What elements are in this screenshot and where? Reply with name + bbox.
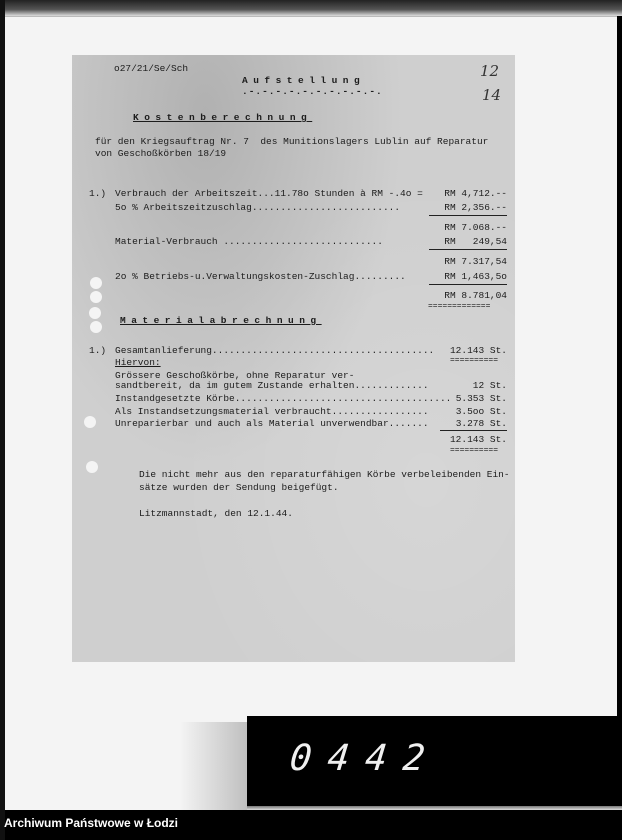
punch-hole: [86, 461, 98, 473]
intro-line-2: von Geschoßkörben 18/19: [95, 148, 227, 159]
material-row-amount: 12 St.: [472, 380, 507, 391]
note-line-1: Die nicht mehr aus den reparaturfähigen Körbe verbeleibenden Ein-: [139, 469, 510, 480]
film-left-edge: [0, 0, 5, 840]
cost-subtotal: RM 7.068.--: [444, 222, 507, 233]
archive-watermark: Archiwum Państwowe w Łodzi: [4, 816, 179, 830]
material-double-rule: ==========: [450, 446, 499, 455]
material-row-amount: 3.5oo St.: [455, 406, 507, 417]
title-underline: .-.-.-.-.-.-.-.-.-.-.: [242, 86, 383, 97]
document-page: [72, 55, 515, 662]
intro-line-1: für den Kriegsauftrag Nr. 7 des Munitionslagers Lublin auf Reparatur: [95, 136, 489, 147]
cost-row-label: Verbrauch der Arbeitszeit...11.78o Stunden à RM -.4o =: [115, 188, 423, 199]
handwritten-page-number: 14: [482, 86, 502, 104]
section-heading-cost: Kostenberechnung: [133, 112, 313, 123]
document-title: Aufstellung: [242, 75, 366, 86]
subtotal-rule: [440, 430, 507, 431]
breakdown-heading: Hiervon:: [115, 357, 161, 368]
punch-hole: [90, 277, 102, 289]
subtotal-rule: [429, 215, 507, 216]
cost-row-amount: RM 2,356.--: [444, 202, 507, 213]
subtotal-rule: [429, 249, 507, 250]
film-edge-top: [0, 0, 622, 16]
cost-row-label: 5o % Arbeitszeitzuschlag..........................: [115, 202, 401, 213]
punch-hole: [90, 291, 102, 303]
cost-row-label: Material-Verbrauch ............................: [115, 236, 383, 247]
subtotal-rule: [429, 284, 507, 285]
cost-row-amount: RM 1,463,5o: [444, 271, 507, 282]
cost-row-amount: RM 4,712.--: [444, 188, 507, 199]
material-total: 12.143 St.: [449, 434, 507, 445]
material-row-label: sandtbereit, da im gutem Zustande erhalten.............: [115, 380, 429, 391]
punch-hole: [90, 321, 102, 333]
material-row-label: Unreparierbar und auch als Material unverwendbar.......: [115, 418, 429, 429]
punch-hole: [89, 307, 101, 319]
punch-hole: [84, 416, 96, 428]
delivery-double-rule: ==========: [450, 356, 499, 365]
film-edge-bottom: [247, 806, 622, 810]
cost-row-label: 2o % Betriebs-u.Verwaltungskosten-Zuschlag.........: [115, 271, 406, 282]
material-row-label: Instandgesetzte Körbe......................................: [115, 393, 452, 404]
cost-row-amount: RM 249,54: [444, 236, 507, 247]
section-heading-material: Materialabrechnung: [120, 315, 322, 326]
place-date: Litzmannstadt, den 12.1.44.: [139, 508, 293, 519]
handwritten-mark-crossed: 12: [480, 62, 500, 80]
cost-total: RM 8.781,04: [444, 290, 507, 301]
delivery-label: Gesamtanlieferung.......................................: [115, 345, 435, 356]
material-row-label: Grössere Geschoßkörbe, ohne Reparatur ver-: [115, 370, 355, 381]
item-number: 1.): [89, 188, 107, 199]
note-line-2: sätze wurden der Sendung beigefügt.: [139, 482, 339, 493]
cost-subtotal: RM 7.317,54: [444, 256, 507, 267]
delivery-amount: 12.143 St.: [449, 345, 507, 356]
material-row-amount: 5.353 St.: [455, 393, 507, 404]
total-double-rule: =============: [428, 302, 491, 311]
item-number: 1.): [89, 345, 107, 356]
material-row-amount: 3.278 St.: [455, 418, 507, 429]
reference-code: o27/21/Se/Sch: [114, 63, 189, 74]
page-shadow: [180, 722, 250, 810]
frame-counter: 0442: [287, 738, 443, 779]
material-row-label: Als Instandsetzungsmaterial verbraucht.................: [115, 406, 429, 417]
